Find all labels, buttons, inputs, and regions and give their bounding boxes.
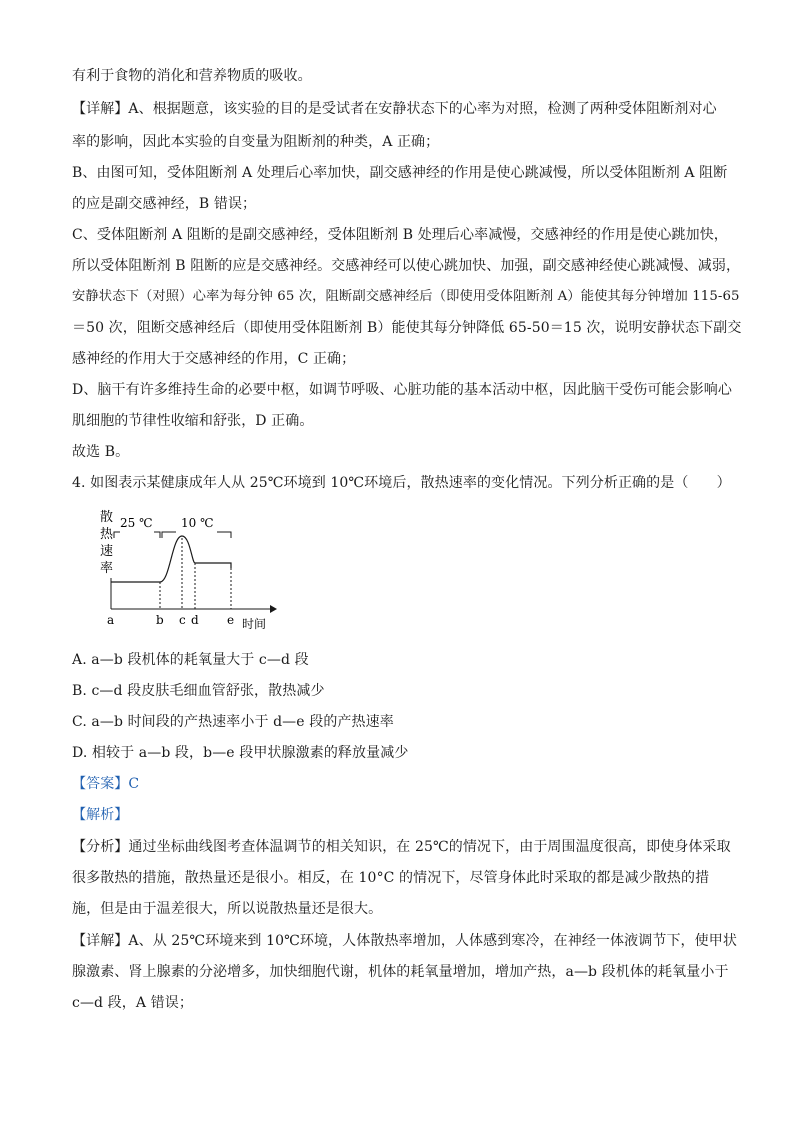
text-line: D、脑干有许多维持生命的必要中枢，如调节呼吸、心脏功能的基本活动中枢，因此脑干受伤可能会影响心 bbox=[72, 382, 732, 398]
text-line: 【详解】A、从 25℃环境来到 10℃环境，人体散热率增加，人体感到寒冷，在神经一体液调节下，使甲状 bbox=[72, 933, 737, 949]
y-axis-label-char: 率 bbox=[100, 561, 114, 576]
x-axis-label: 时间 bbox=[242, 617, 267, 631]
y-axis-label-char: 散 bbox=[100, 510, 114, 525]
y-axis-label-char: 速 bbox=[100, 544, 114, 559]
bracket-25-right bbox=[154, 532, 160, 538]
text-line: 【分析】通过坐标曲线图考查体温调节的相关知识，在 25℃的情况下，由于周围温度很高，即使身体采取 bbox=[72, 839, 731, 855]
option-b: B. c—d 段皮肤毛细血管舒张，散热减少 bbox=[72, 683, 325, 699]
text-line: 肌细胞的节律性收缩和舒张，D 正确。 bbox=[72, 413, 314, 429]
text-line: 的应是副交感神经，B 错误； bbox=[72, 196, 257, 212]
option-c: C. a—b 时间段的产热速率小于 d—e 段的产热速率 bbox=[72, 714, 394, 730]
text-line: ＝50 次，阻断交感神经后（即使用受体阻断剂 B）能使其每分钟降低 65-50＝15 次，说明安静状态下副交 bbox=[72, 320, 742, 336]
text-line: B、由图可知，受体阻断剂 A 处理后心率加快，副交感神经的作用是使心跳减慢，所以受体阻断剂 A 阻断 bbox=[72, 165, 728, 181]
bracket-10-right bbox=[217, 532, 231, 538]
temperature-label-25: 25 ℃ bbox=[120, 516, 153, 530]
text-line: 安静状态下（对照）心率为每分钟 65 次，阻断副交感神经后（即使用受体阻断剂 A）能使其每分钟增加 115-65 bbox=[72, 289, 740, 304]
text-line: 故选 B。 bbox=[72, 444, 130, 460]
analysis-label: 【解析】 bbox=[72, 807, 129, 823]
point-label-a: a bbox=[107, 613, 115, 627]
text-line: 【详解】A、根据题意，该实验的目的是受试者在安静状态下的心率为对照，检测了两种受体阻断剂对心 bbox=[72, 101, 717, 117]
text-line: 感神经的作用大于交感神经的作用，C 正确； bbox=[72, 351, 356, 367]
text-line: 有利于食物的消化和营养物质的吸收。 bbox=[72, 68, 312, 84]
point-label-d: d bbox=[191, 613, 199, 627]
temperature-label-10: 10 ℃ bbox=[181, 516, 214, 530]
bracket-10-left bbox=[162, 532, 176, 538]
text-line: 腺激素、肾上腺素的分泌增多，加快细胞代谢，机体的耗氧量增加，增加产热，a—b 段机体的耗氧量小于 bbox=[72, 964, 729, 980]
text-line: 施，但是由于温差很大，所以说散热量还是很大。 bbox=[72, 901, 383, 917]
point-label-c: c bbox=[179, 613, 186, 627]
text-line: 所以受体阻断剂 B 阻断的应是交感神经。交感神经可以使心跳加快、加强，副交感神经使心跳减慢、减弱， bbox=[72, 258, 741, 274]
point-label-b: b bbox=[156, 613, 164, 627]
heat-rate-curve bbox=[111, 536, 231, 582]
text-line: 很多散热的措施，散热量还是很小。相反，在 10°C 的情况下，尽管身体此时采取的都是减少散热的措 bbox=[72, 870, 710, 886]
heat-dissipation-figure bbox=[100, 506, 290, 631]
option-d: D. 相较于 a—b 段，b—e 段甲状腺激素的释放量减少 bbox=[72, 745, 409, 761]
text-line: C、受体阻断剂 A 阻断的是副交感神经，受体阻断剂 B 处理后心率减慢，交感神经的作用是使心跳加快， bbox=[72, 227, 728, 243]
question-stem: 4. 如图表示某健康成年人从 25℃环境到 10℃环境后，散热速率的变化情况。下列分析正确的是（ ） bbox=[72, 475, 731, 491]
option-a: A. a—b 段机体的耗氧量大于 c—d 段 bbox=[72, 652, 309, 668]
y-axis-label-char: 热 bbox=[100, 527, 114, 542]
text-line: 率的影响，因此本实验的自变量为阻断剂的种类，A 正确； bbox=[72, 134, 440, 150]
answer-label: 【答案】C bbox=[72, 776, 140, 792]
text-line: c—d 段，A 错误； bbox=[72, 995, 193, 1011]
point-label-e: e bbox=[227, 613, 235, 627]
bracket-25-left bbox=[114, 532, 120, 538]
